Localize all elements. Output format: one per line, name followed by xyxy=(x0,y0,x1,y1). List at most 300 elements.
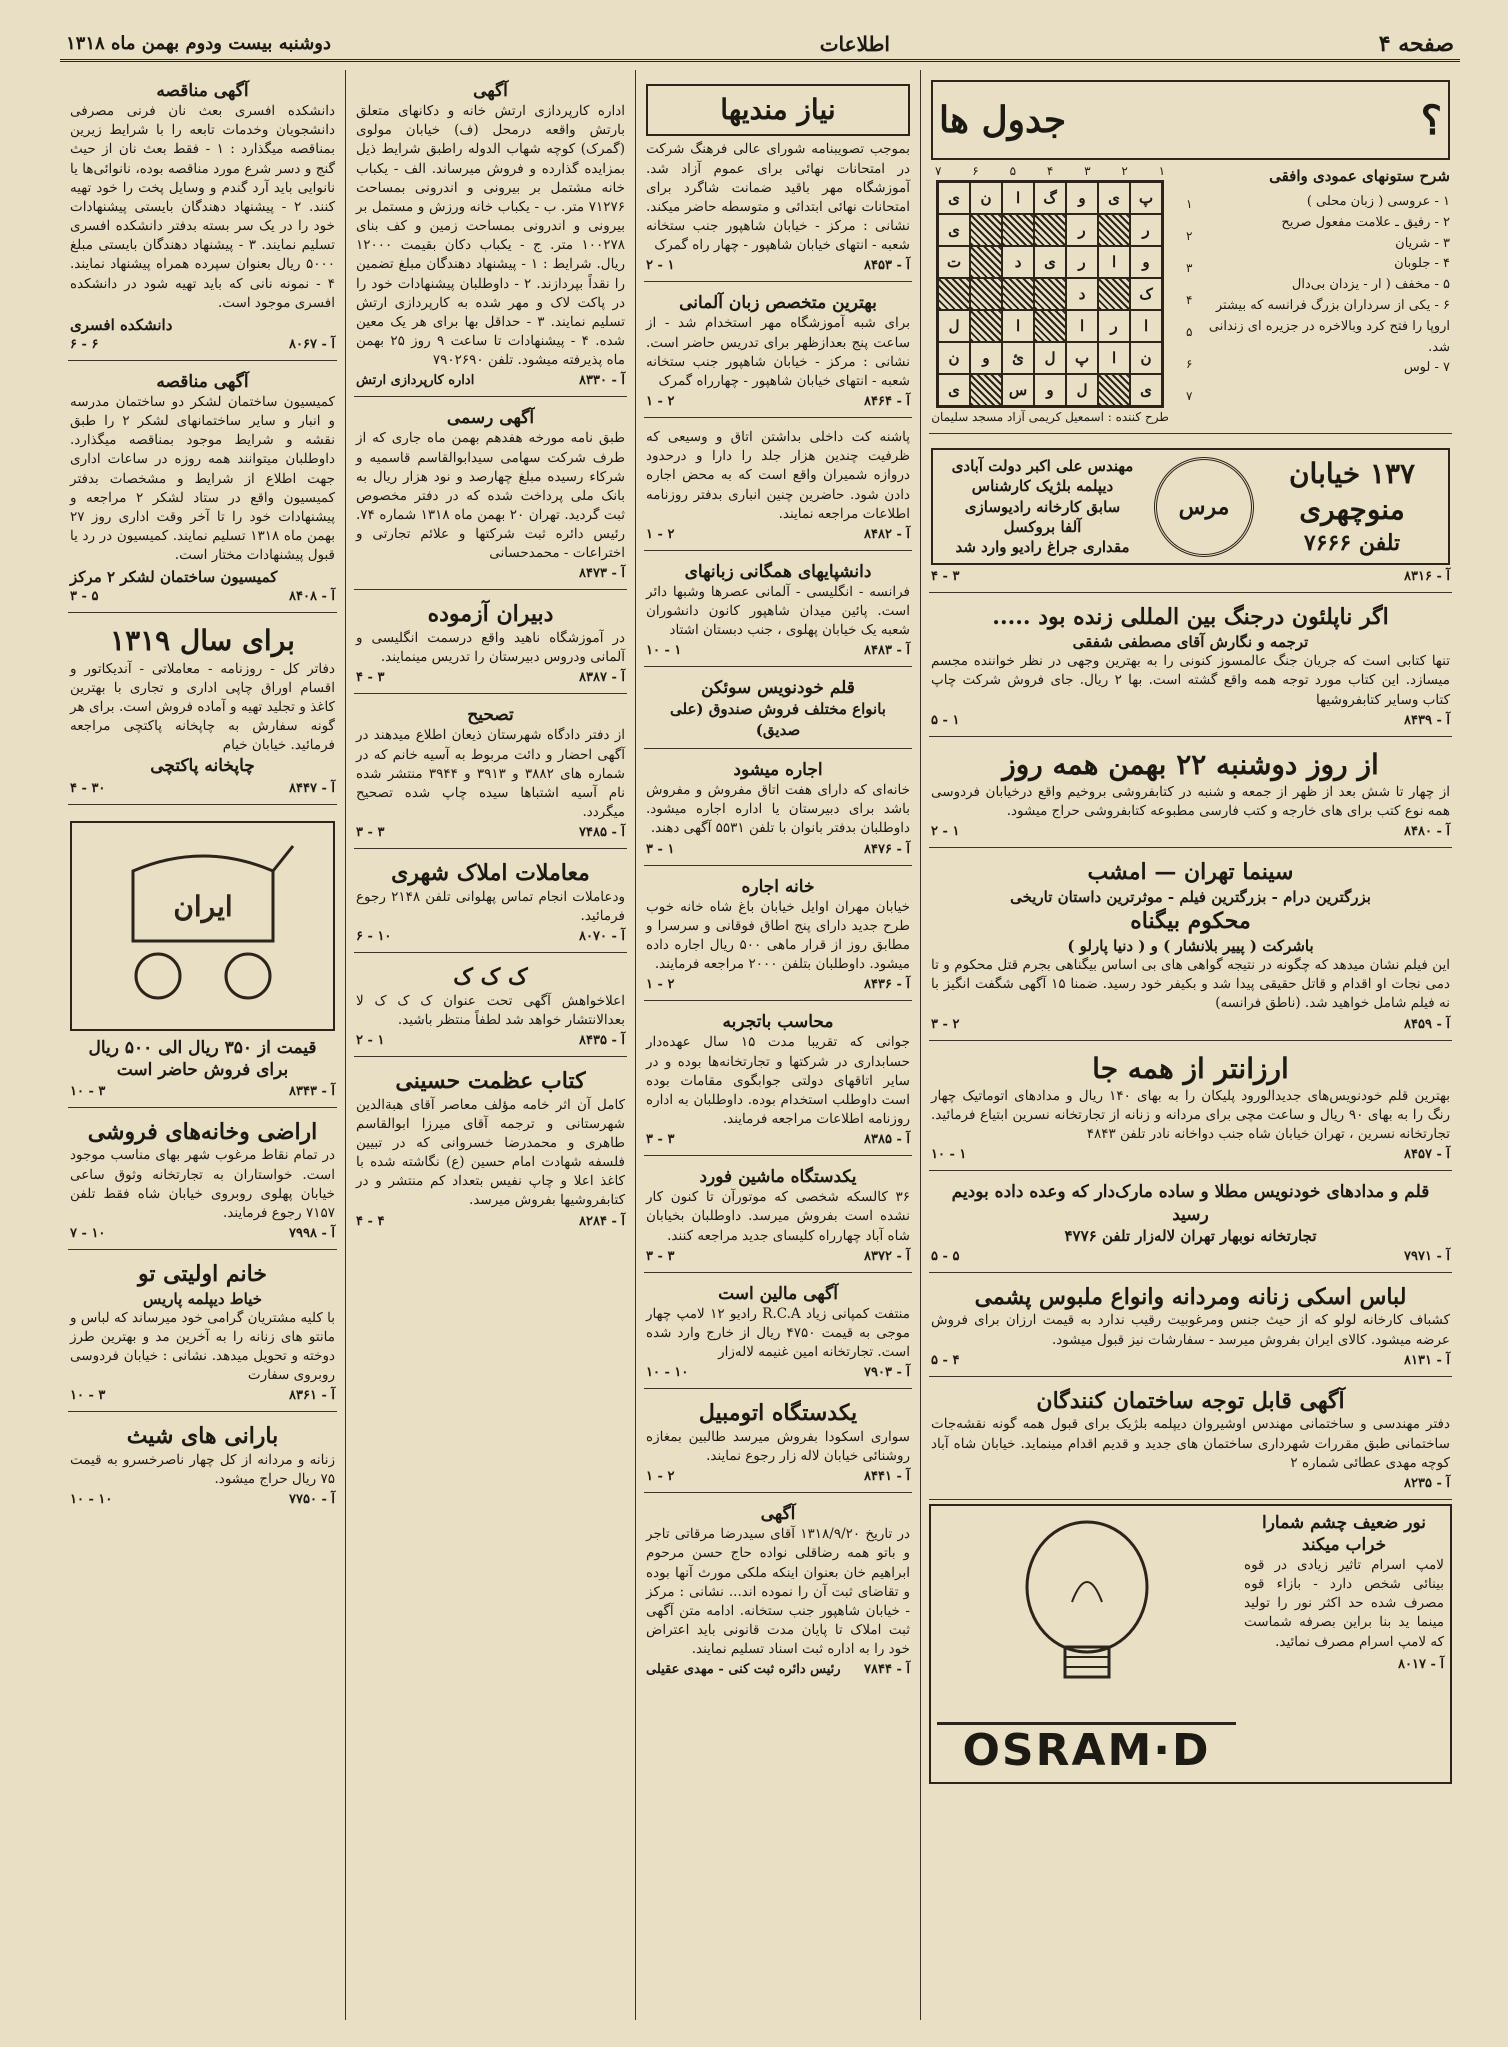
radio-address xyxy=(1262,456,1442,557)
ad-body: پاشنه کت داخلی بداشتن اتاق و وسیعی که ظرفیت چندین هزار جلد را دارا و درحدود دروازه شمیران واقع است که به محض اجاره دادن شود. حاضرین چنین انباری بدفتر روزنامه اطلاعات مراجعه نمایند. xyxy=(646,429,910,522)
crossword-cell: ل xyxy=(938,310,970,342)
ad-title: بهترین متخصص زبان آلمانی xyxy=(679,293,877,314)
ad-title: سینما تهران — امشب xyxy=(1087,859,1294,886)
crossword-cell: ل xyxy=(1034,342,1066,374)
clue: ۴ - جلوبان xyxy=(1394,256,1450,272)
ad-code: آ - ۸۴۰۸ xyxy=(289,589,335,605)
ad-title: ارزانتر از همه جا xyxy=(1092,1051,1289,1085)
ad-footer xyxy=(646,394,910,409)
ad-body: کشباف کارخانه لولو که از حیث جنس ومرغوبیت رقیب ندارد به قیمت ارزان برای فروش عرضه میشود. کالای ایران بفروش میرسد - سفارشات نیز قبول میشود. xyxy=(931,1312,1450,1348)
ad-footer xyxy=(356,929,625,944)
ad-code: آ - ۸۳۳۰ xyxy=(579,373,625,389)
ad-signature: دانشکده افسری xyxy=(70,315,173,334)
radio-row xyxy=(939,456,1442,557)
ad-subtitle: خیاط دیپلمه پاریس xyxy=(142,1289,263,1308)
classified-ad xyxy=(354,853,627,953)
crossword-cell: د xyxy=(1002,246,1034,278)
ad-number: ۴ - ۴ xyxy=(356,1213,385,1229)
ad-code: آ - ۷۹۹۸ xyxy=(289,1225,335,1241)
ad-title: از روز دوشنبه ۲۲ بهمن همه روز xyxy=(1002,747,1379,781)
ad-footer xyxy=(70,1226,335,1241)
row-number: ۲ xyxy=(1185,229,1193,243)
classified-ad xyxy=(644,1497,912,1685)
column-4 xyxy=(60,70,345,2020)
ad-number: ۱ - ۲ xyxy=(356,1033,385,1049)
ad-brand: چاپخانه پاکتچی xyxy=(150,756,255,777)
ad-number: ۲ - ۳ xyxy=(931,1016,960,1032)
crossword-cell: ک xyxy=(1130,278,1162,310)
ad-code: آ - ۸۳۶۱ xyxy=(289,1388,335,1404)
ad-footer xyxy=(356,373,625,388)
crossword-cell: ی xyxy=(1098,182,1130,214)
crossword-cell: ر xyxy=(1066,214,1098,246)
ad-title: ک ک ک xyxy=(453,964,528,991)
issue-date: دوشنبه بیست ودوم بهمن ماه ۱۳۱۸ xyxy=(66,33,331,54)
ad-number: ۱۰ - ۱۰ xyxy=(646,1365,689,1381)
row-number: ۴ xyxy=(1185,293,1193,307)
ad-footer xyxy=(931,1249,1450,1264)
crossword-cell: ا xyxy=(1002,182,1034,214)
crossword-block xyxy=(970,214,1002,246)
ad-footer xyxy=(931,1147,1450,1162)
crossword-header xyxy=(931,80,1450,160)
radio-line: سابق کارخانه رادیوسازی xyxy=(964,497,1121,516)
col-number: ۴ xyxy=(1046,164,1054,178)
ad-title: آگهی مالین است xyxy=(718,1283,838,1304)
row-number: ۱ xyxy=(1185,197,1193,211)
classified-ad xyxy=(68,1416,337,1515)
classified-ad xyxy=(644,422,912,551)
ad-body: طبق نامه مورخه هفدهم بهمن ماه جاری که از طرف شرکت سهامی سیدابوالقاسم قاسمیه و شرکاء رسیده مبلغ چهارصد و نود هزار ریال به بانک ملی پرداخت شده که در دفتر مخصوص ثبت گردید. تهران ۲۰ بهمن ماه ۱۳۱۸ شماره ۷۴. رئیس دائره ثبت شرکتها و علائم تجارتی و اختراعات - محمدحسانی xyxy=(356,430,626,562)
napoleon-ad xyxy=(929,597,1452,736)
osram-logo: OSRAM·D xyxy=(937,1722,1236,1776)
crossword-cell: ل xyxy=(1066,374,1098,406)
ad-code: آ - ۸۳۸۵ xyxy=(864,1132,910,1148)
ad-title: اجاره میشود xyxy=(733,759,823,780)
construction-ad xyxy=(929,1381,1452,1500)
ad-number: ۵ - ۵ xyxy=(931,1248,960,1264)
ad-body: در تمام نقاط مرغوب شهر بهای مناسب موجود است. خواستاران به تجارتخانه وثوق ساعی خیابان پهلوی روبروی خیابان شاه فقط تلفن ۷۱۵۷ رجوع فرمایند. xyxy=(70,1147,335,1221)
ad-title: دانشپایهای همگانی زبانهای xyxy=(684,561,872,582)
ad-footer xyxy=(646,1132,910,1147)
ad-body: از چهار تا شش بعد از ظهر از جمعه و شنبه در کتابفروشی بروخیم واقع درخیابان فردوسی همه نوع کتب برای های خارجه و کتب فارسی مطبوعه کتابفروشی حراج میشود. xyxy=(931,784,1450,820)
crossword-cell: ی xyxy=(938,374,970,406)
ad-subtitle: ترجمه و نگارش آقای مصطفی شفقی xyxy=(1072,632,1309,651)
ad-code: آ - ۸۰۷۰ xyxy=(579,929,625,945)
ad-footer xyxy=(646,1365,910,1380)
ad-footer xyxy=(356,1214,625,1229)
ad-body: جوانی که تقریبا مدت ۱۵ سال عهده‌دار حسابداری در شرکتها و تجارتخانه‌ها بوده و در سایر اتاقهای دولتی جوابگوی مقامات بوده است داوطلب استخدام بوده. داوطلبان به اداره روزنامه اطلاعات مراجعه فرمایند. xyxy=(646,1034,910,1127)
row-number: ۷ xyxy=(1185,389,1193,403)
ad-title: خانه اجاره xyxy=(741,876,815,897)
ad-title: آگهی قابل توجه ساختمان کنندگان xyxy=(1036,1387,1345,1414)
crossword-grid-box xyxy=(931,164,1169,424)
ad-body: منتفت کمپانی زیاد R.C.A رادیو ۱۲ لامپ چهار موجی به قیمت ۴۷۵۰ ریال از خارج وارد شده است. تجارتخانه امین غنیمه لاله‌زار xyxy=(646,1305,910,1361)
ad-body: ودعاملات انجام تماس پهلوانی تلفن ۲۱۴۸ رجوع فرمائید. xyxy=(356,888,625,924)
ad-subtitle: بزرگترین درام - بزرگترین فیلم - موثرترین داستان تاریخی xyxy=(1010,887,1371,906)
ad-code: آ - ۸۴۷۶ xyxy=(864,841,910,857)
ad-footer xyxy=(931,569,1450,584)
crossword-block xyxy=(1098,278,1130,310)
radio-title: ۱۳۷ خیابان منوچهری xyxy=(1288,457,1416,527)
osram-ad xyxy=(929,1504,1452,1784)
masthead: اطلاعات xyxy=(819,31,890,56)
clue: ۷ - لوس xyxy=(1403,360,1450,376)
crossword-body xyxy=(931,160,1450,428)
ad-code: آ - ۸۴۷۳ xyxy=(579,566,625,582)
engraving-text: ایران xyxy=(172,889,233,923)
ad-footer xyxy=(646,1662,910,1677)
clue: ۲ - رفیق ـ علامت مفعول صریح xyxy=(1281,214,1450,230)
ad-number: ۳ - ۳ xyxy=(646,1132,675,1148)
ad-title: آگهی مناقصه xyxy=(156,81,249,101)
radio-line: آلفا بروکسل xyxy=(1003,517,1082,536)
ad-body: خیابان مهران اوایل خیابان باغ شاه خانه خوب طرح جدید دارای پنج اطاق فوقانی و سرسرا و مطابق روز از قرار ماهی ۵۰۰ ریال اجاره داده میشود. داوطلبان بتلفن ۲۰۰۰ مراجعه فرمایند. xyxy=(646,898,910,973)
ad-code: آ - ۸۴۴۷ xyxy=(289,780,335,796)
ad-footer xyxy=(931,824,1450,839)
ad-title: خانم اولیتی تو xyxy=(138,1260,267,1287)
classified-ad xyxy=(68,74,337,361)
page-number: صفحه ۴ xyxy=(1378,30,1454,57)
pram-engraving xyxy=(70,821,335,1031)
ad-body: بانواع مختلف فروش صندوق (علی صدیق) xyxy=(670,700,886,739)
radio-line: مقداری جراغ رادیو وارد شد xyxy=(955,538,1130,557)
row-number: ۶ xyxy=(1185,357,1193,371)
crossword-block xyxy=(1034,214,1066,246)
ad-body: دانشکده افسری بعث نان فرنی مصرفی دانشجویان وخدمات تابعه را با شرایط زیرین بمناقصه میگذارد : ۱ - فقط بعث نان از حیث گنج و دسر شرع مورد مناقصه بوده، نانوائی‌ها یا نانوایی باید آرد گندم و وسایل پخت را خود تهیه کنند. ۲ - پیشنهاد دهندگان بایستی پیشنهادات خود را در یک سر بسته بدفتر دانشکده افسری تسلیم نمایند. ۳ - پیشنهاد دهندگان بایستی مبلغ ۵۰۰۰ ریال بعنوان سپرده همراه پیشنهاد نمایند. ۴ - نمونه نانی که باید تهیه شود در دانشکده افسری موجود است. xyxy=(70,103,336,311)
ad-number: ۲ - ۱ xyxy=(646,1469,675,1485)
crossword-cell: ا xyxy=(1130,310,1162,342)
col-number: ۵ xyxy=(1009,164,1017,178)
ad-number: ۲ - ۱ xyxy=(646,977,675,993)
ad-number: ۱ - ۱۰ xyxy=(931,1147,967,1163)
ad-number: ۳ - ۳ xyxy=(356,825,385,841)
column-3 xyxy=(345,70,635,2020)
ad-number: ۲ - ۱ xyxy=(646,526,675,542)
ad-code: آ - ۸۰۱۷ xyxy=(1398,1656,1444,1672)
ad-body: اعلاخواهش آگهی تحت عنوان ک ک ک لا بعدالانتشار خواهد شد لطفاً منتظر باشید. xyxy=(356,992,625,1028)
clues-title: شرح ستونهای عمودی وافقی xyxy=(1269,167,1450,185)
ad-body: فرانسه - انگلیسی - آلمانی عصرها وشبها دائر است. پائین میدان شاهپور کانون دانشوران شعبه یک خیابان پهلوی ، جنب دبستان اشتاد xyxy=(646,583,910,639)
ad-title: اگر ناپلئون درجنگ بین المللی زنده بود ..... xyxy=(992,604,1389,631)
crossword-credit: طرح کننده : اسمعیل کریمی آزاد مسجد سلیمان xyxy=(931,410,1169,424)
crossword-block xyxy=(970,310,1002,342)
ad-code: آ - ۸۴۵۹ xyxy=(1404,1016,1450,1032)
ad-body: بهترین قلم خودنویس‌های جدیدالورود پلیکان را به بهای ۱۴۰ ریال و مدادهای اتوماتیک چهار رنگ را به بهای ۹۰ ریال و ساعت مچی برای مردانه و زنانه از تجارتخانه نسرین ابتیاع فرمائید. تجارتخانه نسرین ، تهران خیابان شاه جنب دواخانه نادر تلفن ۴۸۴۳ xyxy=(931,1087,1451,1143)
ad-number: ۱ - ۵ xyxy=(931,712,960,728)
ad-footer xyxy=(356,670,625,685)
crossword-cell: ئ xyxy=(1002,342,1034,374)
classified-ad xyxy=(68,1112,337,1250)
book-sale-ad xyxy=(929,741,1452,849)
page-header xyxy=(60,28,1460,62)
ad-title: نیاز مندیها xyxy=(646,84,910,136)
ad-footer xyxy=(1244,1655,1444,1676)
ad-footer xyxy=(70,1084,335,1099)
ad-body: دفتر مهندسی و ساختمانی مهندس اوشیروان دیپلمه بلژیک برای قبول همه گونه نقشه‌جات ساختمانی طبق مقررات شهرداری ساختمان های جدید و قدیم اقدام مینماید. خیابان شاه آباد کوچه مهدی عطائی شماره ۲ xyxy=(931,1416,1450,1471)
crossword-block xyxy=(1034,278,1066,310)
ad-body: برای شبه آموزشگاه مهر استخدام شد - از ساعت پنج بعدازظهر برای تدریس حاضر است. نشانی : مرکز - خیابان شاهپور جنب ستخانه شعبه - انتهای خیابان شاهپور - چهارراه گمرک xyxy=(646,315,910,389)
ad-code: آ - ۸۴۶۴ xyxy=(864,394,910,410)
ad-code: آ - ۸۳۴۳ xyxy=(289,1083,335,1099)
classified-ad xyxy=(354,698,627,849)
ad-signature: کمیسیون ساختمان لشکر ۲ مرکز xyxy=(70,568,278,587)
ad-number: ۳۰ - ۴ xyxy=(70,780,106,796)
classified-ad xyxy=(354,594,627,694)
ad-footer xyxy=(356,825,625,840)
classified-ad xyxy=(68,617,337,804)
crossword-block xyxy=(970,246,1002,278)
ad-footer xyxy=(70,1492,335,1507)
radio-lines xyxy=(939,456,1146,557)
ad-code: آ - ۸۲۸۴ xyxy=(579,1213,625,1229)
ad-code: آ - ۷۷۵۰ xyxy=(289,1492,335,1508)
ad-title: تصحیح xyxy=(467,705,514,726)
ad-title: معاملات املاک شهری xyxy=(391,860,590,887)
ad-number: ۱ - ۲ xyxy=(646,258,675,274)
crossword-cell: و xyxy=(1130,246,1162,278)
ad-footer xyxy=(646,1469,910,1484)
ad-title: آگهی رسمی xyxy=(446,408,535,429)
ad-code: آ - ۸۴۸۲ xyxy=(864,526,910,542)
cinema-ad xyxy=(929,852,1452,1040)
ad-title: محاسب باتجربه xyxy=(722,1012,834,1033)
ad-code: آ - ۸۴۸۳ xyxy=(864,643,910,659)
seal-text: مرس xyxy=(1178,493,1230,520)
ad-body: خانه‌ای که دارای هفت اتاق مفروش و مفروش باشد برای دبیرستان یا اداره اجاره میشود. داوطلبان بدفتر بانوان با تلفن ۵۵۳۱ آگهی دهند. xyxy=(646,782,910,837)
crossword-cell: ی xyxy=(1130,374,1162,406)
crossword-block xyxy=(1098,214,1130,246)
ad-title: برای سال ۱۳۱۹ xyxy=(110,624,295,658)
ad-footer xyxy=(931,713,1450,728)
ad-title: دبیران آزموده xyxy=(427,601,554,628)
crossword-block xyxy=(938,278,970,310)
ad-number: ۳ - ۴ xyxy=(356,670,385,686)
crossword-cell: ر xyxy=(1066,246,1098,278)
ad-body: کمیسیون ساختمان لشکر دو ساختمان مدرسه و انبار و سایر ساختمانهای لشکر ۲ را طبق نقشه و شرایط موجود بمناقصه میگذارد. داوطلبان میتوانند همه روزه در ساعات اداری جهت اطلاع از شرایط و مشخصات بدفتر کمیسیون واقع در ستاد لشکر ۲ مراجعه و پیشنهادات خود را تا آخر وقت اداری روز ۲۷ بهمن ماه ۱۳۱۸ تسلیم نمایند. کمیسیون در رد یا قبول پیشنهادات مختار است. xyxy=(70,393,336,564)
ad-code: آ - ۸۴۸۰ xyxy=(1404,824,1450,840)
crossword-cell: ا xyxy=(1098,342,1130,374)
crossword-cell: ن xyxy=(1130,342,1162,374)
crossword-cell: ر xyxy=(1130,214,1162,246)
radio-ad xyxy=(929,438,1452,593)
ad-footer xyxy=(646,527,910,542)
classified-ad xyxy=(644,870,912,1002)
crossword-ad xyxy=(929,74,1452,434)
col-number: ۱ xyxy=(1158,164,1166,178)
ad-title: آگهی xyxy=(473,81,508,101)
ad-title: قلم خودنویس سوئکن xyxy=(701,678,855,699)
classified-ad xyxy=(644,1277,912,1390)
classified-ad xyxy=(644,1005,912,1156)
crossword-cell: و xyxy=(1034,374,1066,406)
crossword-cell: ن xyxy=(938,342,970,374)
crossword-cell: ت xyxy=(938,246,970,278)
classified-ad xyxy=(644,286,912,418)
ad-number: اداره کارپردازی ارتش xyxy=(356,373,475,389)
ad-code: آ - ۷۸۴۴ xyxy=(864,1662,910,1678)
ad-footer xyxy=(70,1388,335,1403)
crossword-cell: ی xyxy=(1034,246,1066,278)
crossword-cell: ر xyxy=(1098,310,1130,342)
crossword-cell: و xyxy=(970,342,1002,374)
columns xyxy=(60,70,1460,2020)
film-title: محکوم بیگناه xyxy=(1130,908,1251,935)
ad-body: اداره کارپردازی ارتش خانه و دکانهای متعلق بارتش واقعه درمحل (ف) خیابان مولوی (گمرک) کوچه شهاب الدوله راطبق شرایط ذیل بمزایده گذارده و فروش میرساند. الف - یکباب خانه مشتمل بر بیرونی و اندرونی بمساحت ۷۱۲۷۶ متر. ب - یکباب خانه ورزش و مستمل بر بیرونی و اندرونی بمساحت زمین و کف بنای ۱۰۰۲۷۸ متر. ج - یکباب دکان بقیمت ۱۲۰۰۰ ریال. شرایط : ۱ - پیشنهاد دهندگان مبلغ تضمین را نقداً بپردازند. ۲ - داوطلبان پیشنهادات خود را در پاکت لاک و مهر شده به کارپردازی ارتش تسلیم نمایند. ۳ - حداقل بها برای هر یک معین شده. ۴ - پیشنهادات تا ساعت ۹ روز ۲۵ بهمن ماه پذیرفته میشود. تلفن ۷۹۰۲۶۹۰ xyxy=(356,103,625,369)
ad-number: ۱۰ - ۶ xyxy=(356,929,392,945)
ad-code: آ - ۷۹۷۱ xyxy=(1404,1248,1450,1264)
clue: ۶ - یکی از سرداران بزرگ فرانسه که بیشتر اروپا را فتح کرد وبالاخره در جزیره ای زندانی شد. xyxy=(1208,297,1450,355)
ad-body: تجارتخانه نوبهار تهران لاله‌زار تلفن ۴۷۷۶ xyxy=(1064,1226,1317,1245)
column-1 xyxy=(920,70,1460,2020)
crossword-cell: ا xyxy=(1066,310,1098,342)
ad-body: بموجب تصویبنامه شورای عالی فرهنگ شرکت در امتحانات نهائی برای عموم آزاد شد. آموزشگاه مهر باقید ضمانت شاگرد برای امتحانات نهائی ابتدائی و متوسطه حاضر میکند. نشانی : مرکز - خیابان شاهپور جنب ستخانه شعبه - انتهای خیابان شاهپور - چهار راه گمرک xyxy=(646,141,910,254)
ad-code: آ - ۷۹۰۳ xyxy=(864,1365,910,1381)
classified-ad xyxy=(354,401,627,590)
crossword-title: جدول ها xyxy=(939,98,1067,141)
ad-body: این فیلم نشان میدهد که چگونه در نتیجه گواهی های بی اساس بیگناهی بجرم قتل محکوم و تا دمی نجات او اقدام و قاتل حقیقی پیدا شد و بکیفر خود رسید. ضمنا ۱۵ آگهی شگفت انگیز با نه فیلم شامل خواهید شد. (ناطق فرانسه) xyxy=(931,957,1450,1012)
ad-title: آگهی مناقصه xyxy=(156,371,249,392)
ad-number: ۳ - ۱۰ xyxy=(70,1388,106,1404)
ad-footer xyxy=(646,1249,910,1264)
ad-title: اراضی وخانه‌های فروشی xyxy=(87,1118,318,1145)
ad-title: کتاب عظمت حسینی xyxy=(395,1068,586,1095)
ad-title: آگهی xyxy=(760,1504,796,1525)
ad-title: یکدستگاه ماشین فورد xyxy=(699,1167,857,1188)
ad-number: ۲ - ۱ xyxy=(646,394,675,410)
ad-body: ۳۶ کالسکه شخصی که موتورآن تا کنون کار نشده است بفروش میرسد. داوطلبان بخیابان شاه آباد چهارراه کلیسای جدید مراجعه کنند. xyxy=(646,1189,910,1244)
light-bulb-icon xyxy=(997,1512,1177,1692)
radio-line: دیپلمه بلژیک کارشناس xyxy=(971,477,1114,496)
ad-footer xyxy=(646,258,910,273)
crossword-clues xyxy=(1202,164,1450,424)
mars-seal-icon xyxy=(1154,457,1254,557)
crossword-cell: ا xyxy=(1002,310,1034,342)
crossword-cell: ن xyxy=(970,182,1002,214)
classified-ad xyxy=(68,365,337,614)
ad-number: ۴ - ۵ xyxy=(931,1352,960,1368)
ad-footer xyxy=(931,1476,1450,1491)
crossword-block xyxy=(970,374,1002,406)
ad-code: آ - ۸۴۵۳ xyxy=(864,258,910,274)
crossword-block xyxy=(1002,214,1034,246)
nobahar-ad xyxy=(929,1175,1452,1272)
crossword-block xyxy=(1034,310,1066,342)
ad-code: آ - ۸۰۶۷ xyxy=(289,336,335,352)
classified-ad xyxy=(644,74,912,282)
crossword-cell: س xyxy=(1002,374,1034,406)
ad-number: ۳ - ۴ xyxy=(931,569,960,585)
crossword-cell: د xyxy=(1066,278,1098,310)
ad-title: بارانی های شیث xyxy=(126,1423,279,1450)
crossword-cell: ی xyxy=(938,182,970,214)
ad-number: ۵ - ۳ xyxy=(70,589,99,605)
ad-body: در تاریخ ۱۳۱۸/۹/۲۰ آقای سیدرضا مرقاتی تاجر و باتو همه رضاقلی نواده حاج حسن مرحوم ابراهیم خان بعنوان اینکه ملکی مورث آنها بوده و تقاضای ثبت آن را نموده اند... نشانی : مرکز - خیابان شاهپور جنب ستخانه. ادامه متن آگهی ثبت املاک تا پایان مدت قانونی باید اعتراض خود را به اداره ثبت اسناد تسلیم نمایند. xyxy=(646,1526,910,1658)
crossword-grid xyxy=(936,180,1164,408)
ad-code: آ - ۸۳۷۲ xyxy=(864,1248,910,1264)
ad-number: ۱۰ - ۷ xyxy=(70,1225,106,1241)
ad-number: رئیس دائره ثبت کنی - مهدی عقیلی xyxy=(646,1662,841,1678)
clue: ۵ - مخفف ( ار - یزدان بی‌دال xyxy=(1291,277,1450,293)
ad-footer xyxy=(646,977,910,992)
ad-body: دفاتر کل - روزنامه - معاملاتی - آندیکاتور و اقسام اوراق چاپی اداری و تجاری با بهترین کاغذ و تجلید تهیه و آماده فروش است. برای هر گونه سفارش به چاپخانه پاکتچی مراجعه فرمائید. خیابان خیام xyxy=(70,660,335,754)
osram-body: لامپ اسرام تاثیر زیادی در قوه بینائی شخص دارد - بازاء قوه مصرف شده حد اکثر نور را تولید مینما ید بنا براین بصرفه شماست که لامپ اسرام مصرف نمائید. xyxy=(1244,1557,1444,1650)
osram-headline: نور ضعیف چشم شمارا خراب میکند xyxy=(1261,1512,1426,1555)
ad-body: در آموزشگاه ناهید واقع درسمت انگلیسی و آلمانی ودروس دبیرستان را تدریس مینمایند. xyxy=(356,630,625,666)
classified-ad xyxy=(644,555,912,668)
ad-body: کامل آن اثر خامه مؤلف معاصر آقای هبةالدین شهرستانی و ترجمه آقای میرزا ابوالقاسم طاهری و محمدرضا خسروانی که در تبیین فلسفه شهادت امام حسین (ع) نگاشته شده با کاغذ اعلا و چاپ نفیس بتعداد کم منتشر و در کتابفروشیها بفروش میرسد. xyxy=(356,1096,625,1209)
ad-body: تنها کتابی است که جریان جنگ عالمسوز کنونی را به بهترین وجهی در نظر خواننده مجسم میسازد. این کتاب مورد توجه همه واقع گشته است. بها ۲ ریال. جای فروش شرکت چاپ کتاب وسایر کتابفروشیها xyxy=(931,653,1450,708)
row-number: ۵ xyxy=(1185,325,1193,339)
crossword-block xyxy=(1002,278,1034,310)
crossword-row-numbers xyxy=(1179,164,1192,424)
crossword-cell: ا xyxy=(1098,246,1130,278)
ad-body: زنانه و مردانه از کل چهار ناصرخسرو به قیمت ۷۵ ریال حراج میشود. xyxy=(70,1452,335,1488)
ad-code: آ - ۸۴۳۵ xyxy=(579,1033,625,1049)
ad-footer xyxy=(646,643,910,658)
crossword-cell: ی xyxy=(938,214,970,246)
ad-footer xyxy=(70,337,335,352)
ad-number: ۳ - ۳ xyxy=(646,1248,675,1264)
ad-price: قیمت از ۳۵۰ ریال الی ۵۰۰ ریال برای فروش حاضر است xyxy=(88,1037,317,1080)
classified-ad xyxy=(644,671,912,749)
ad-code: آ - ۸۱۳۱ xyxy=(1404,1352,1450,1368)
crossword-block xyxy=(1098,374,1130,406)
crossword-cell: پ xyxy=(1130,182,1162,214)
row-number: ۳ xyxy=(1185,261,1193,275)
ad-number: ۱ - ۲ xyxy=(931,824,960,840)
crossword-col-numbers xyxy=(931,164,1169,178)
ad-footer xyxy=(356,566,625,581)
radio-box xyxy=(931,448,1450,565)
ad-footer xyxy=(70,589,335,604)
ad-footer xyxy=(931,1017,1450,1032)
classified-ad xyxy=(354,74,627,397)
ad-number: ۱ - ۳ xyxy=(646,841,675,857)
ad-footer xyxy=(931,1353,1450,1368)
column-2 xyxy=(635,70,920,2020)
ad-code: آ - ۸۳۱۶ xyxy=(1404,569,1450,585)
ad-code: آ - ۸۴۴۱ xyxy=(864,1469,910,1485)
ad-body: از دفتر دادگاه شهرستان ذیعان اطلاع میدهند در آگهی احضار و دائت مربوط به آسیه خانم که در شماره های ۳۸۸۲ و ۳۹۱۳ و ۳۹۴۴ منتشر شده نام آسیه اشتباها سیده چاپ شده تصحیح میگردد. xyxy=(356,727,625,821)
ad-footer xyxy=(356,1033,625,1048)
classified-ad xyxy=(644,753,912,866)
ad-code: آ - ۸۴۵۷ xyxy=(1404,1147,1450,1163)
film-cast: باشرکت ( پییر بلانشار ) و ( دنیا پارلو ) xyxy=(1067,936,1314,955)
pen-ad xyxy=(929,1045,1452,1172)
crossword-block xyxy=(970,278,1002,310)
col-number: ۶ xyxy=(972,164,979,178)
classified-ad xyxy=(644,1393,912,1493)
ad-title: یکدستگاه اتومبیل xyxy=(698,1400,858,1427)
ad-number: ۳ - ۱۰ xyxy=(70,1083,106,1099)
classified-ad xyxy=(644,1160,912,1273)
ad-code: آ - ۸۴۳۶ xyxy=(864,977,910,993)
ad-title: قلم و مدادهای خودنویس مطلا و ساده مارک‌دار که وعده داده بودیم رسید xyxy=(951,1182,1430,1225)
ad-title: لباس اسکی زنانه ومردانه وانواع ملبوس پشمی xyxy=(974,1283,1407,1310)
ad-body: با کلیه مشتریان گرامی خود میرساند که لباس و مانتو های زنانه را به آخرین مد و بهترین طرز دوخته و تحویل میدهد. نشانی : خیابان فردوسی روبروی سفارت xyxy=(70,1309,335,1384)
crossword-cell: گ xyxy=(1034,182,1066,214)
col-number: ۳ xyxy=(1084,164,1091,178)
crossword-cell: و xyxy=(1066,182,1098,214)
ad-number: ۶ - ۶ xyxy=(70,336,99,352)
ad-footer xyxy=(646,842,910,857)
osram-image xyxy=(937,1512,1236,1776)
clue: ۳ - شریان xyxy=(1395,235,1450,251)
ad-footer xyxy=(70,781,335,796)
classified-ad xyxy=(354,1061,627,1237)
pram-icon xyxy=(103,831,303,1021)
